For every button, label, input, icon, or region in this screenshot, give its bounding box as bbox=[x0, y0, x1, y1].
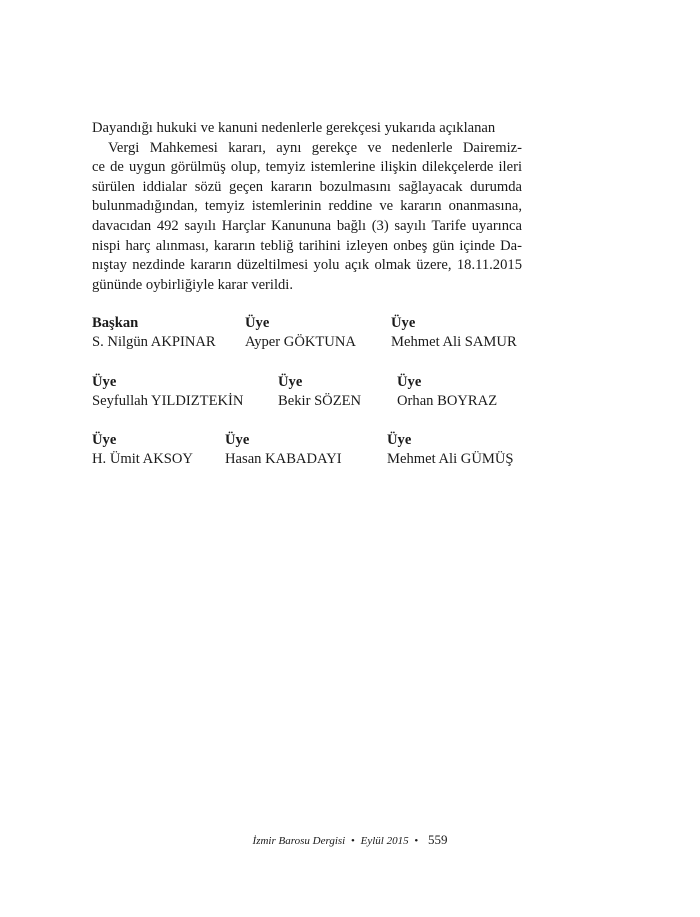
issue-date: Eylül 2015 bbox=[360, 835, 409, 847]
signature-name: Mehmet Ali SAMUR bbox=[391, 334, 517, 350]
signature-role: Üye bbox=[397, 374, 422, 390]
decision-paragraph bbox=[92, 119, 522, 295]
signature-block-president bbox=[92, 314, 216, 352]
signature-name: Ayper GÖKTUNA bbox=[245, 334, 356, 350]
signature-role: Üye bbox=[387, 432, 412, 448]
paragraph-line: davacıdan 492 sayılı Harçlar Kanununa bağlı (3) sayılı Tarife uyarınca bbox=[92, 217, 522, 234]
signature-block-member bbox=[245, 314, 356, 352]
paragraph-line: Dayandığı hukuki ve kanuni nedenlerle gerekçesi yukarıda açıklanan bbox=[92, 120, 496, 136]
signature-role: Başkan bbox=[92, 315, 139, 331]
signature-block-member bbox=[278, 373, 361, 411]
signature-block-member bbox=[92, 431, 193, 469]
signature-name: Bekir SÖZEN bbox=[278, 393, 362, 409]
signature-name: H. Ümit AKSOY bbox=[92, 451, 193, 467]
signature-name: Seyfullah YILDIZTEKİN bbox=[92, 393, 244, 409]
paragraph-line: sürülen iddialar sözü geçen kararın bozulmasını sağlayacak durumda bbox=[92, 178, 522, 195]
signature-block-member bbox=[387, 431, 513, 469]
signature-role: Üye bbox=[278, 374, 303, 390]
footer-separator: • bbox=[414, 835, 419, 847]
footer-separator: • bbox=[351, 835, 355, 847]
paragraph-line: nıştay nezdinde kararın düzeltilmesi yolu açık olmak üzere, 18.11.2015 bbox=[92, 257, 522, 274]
paragraph-line: ce de uygun görülmüş olup, temyiz istemlerine ilişkin dilekçelerde ileri bbox=[92, 159, 522, 176]
page-number: 559 bbox=[427, 832, 448, 847]
paragraph-line: bulunmadığından, temyiz istemlerinin reddine ve kararın onanmasına, bbox=[92, 198, 522, 215]
paragraph-line: Vergi Mahkemesi kararı, aynı gerekçe ve nedenlerle Dairemiz- bbox=[108, 139, 522, 156]
signature-block-member bbox=[391, 314, 517, 352]
signature-role: Üye bbox=[391, 315, 416, 331]
signature-name: Orhan BOYRAZ bbox=[397, 393, 498, 409]
signature-role: Üye bbox=[225, 432, 250, 448]
journal-title: İzmir Barosu Dergisi bbox=[252, 835, 346, 847]
signature-block-member bbox=[225, 431, 342, 469]
signature-role: Üye bbox=[92, 374, 117, 390]
paragraph-line: nispi harç alınması, kararın tebliğ tarihini izleyen onbeş gün içinde Da- bbox=[92, 237, 522, 254]
signature-role: Üye bbox=[92, 432, 117, 448]
page-footer bbox=[0, 832, 700, 848]
signature-name: Mehmet Ali GÜMÜŞ bbox=[387, 451, 514, 467]
signature-block-member bbox=[92, 373, 243, 411]
signature-block-member bbox=[397, 373, 497, 411]
signature-role: Üye bbox=[245, 315, 270, 331]
signature-name: S. Nilgün AKPINAR bbox=[92, 334, 216, 350]
signature-name: Hasan KABADAYI bbox=[225, 451, 342, 467]
paragraph-line: gününde oybirliğiyle karar verildi. bbox=[92, 276, 294, 293]
